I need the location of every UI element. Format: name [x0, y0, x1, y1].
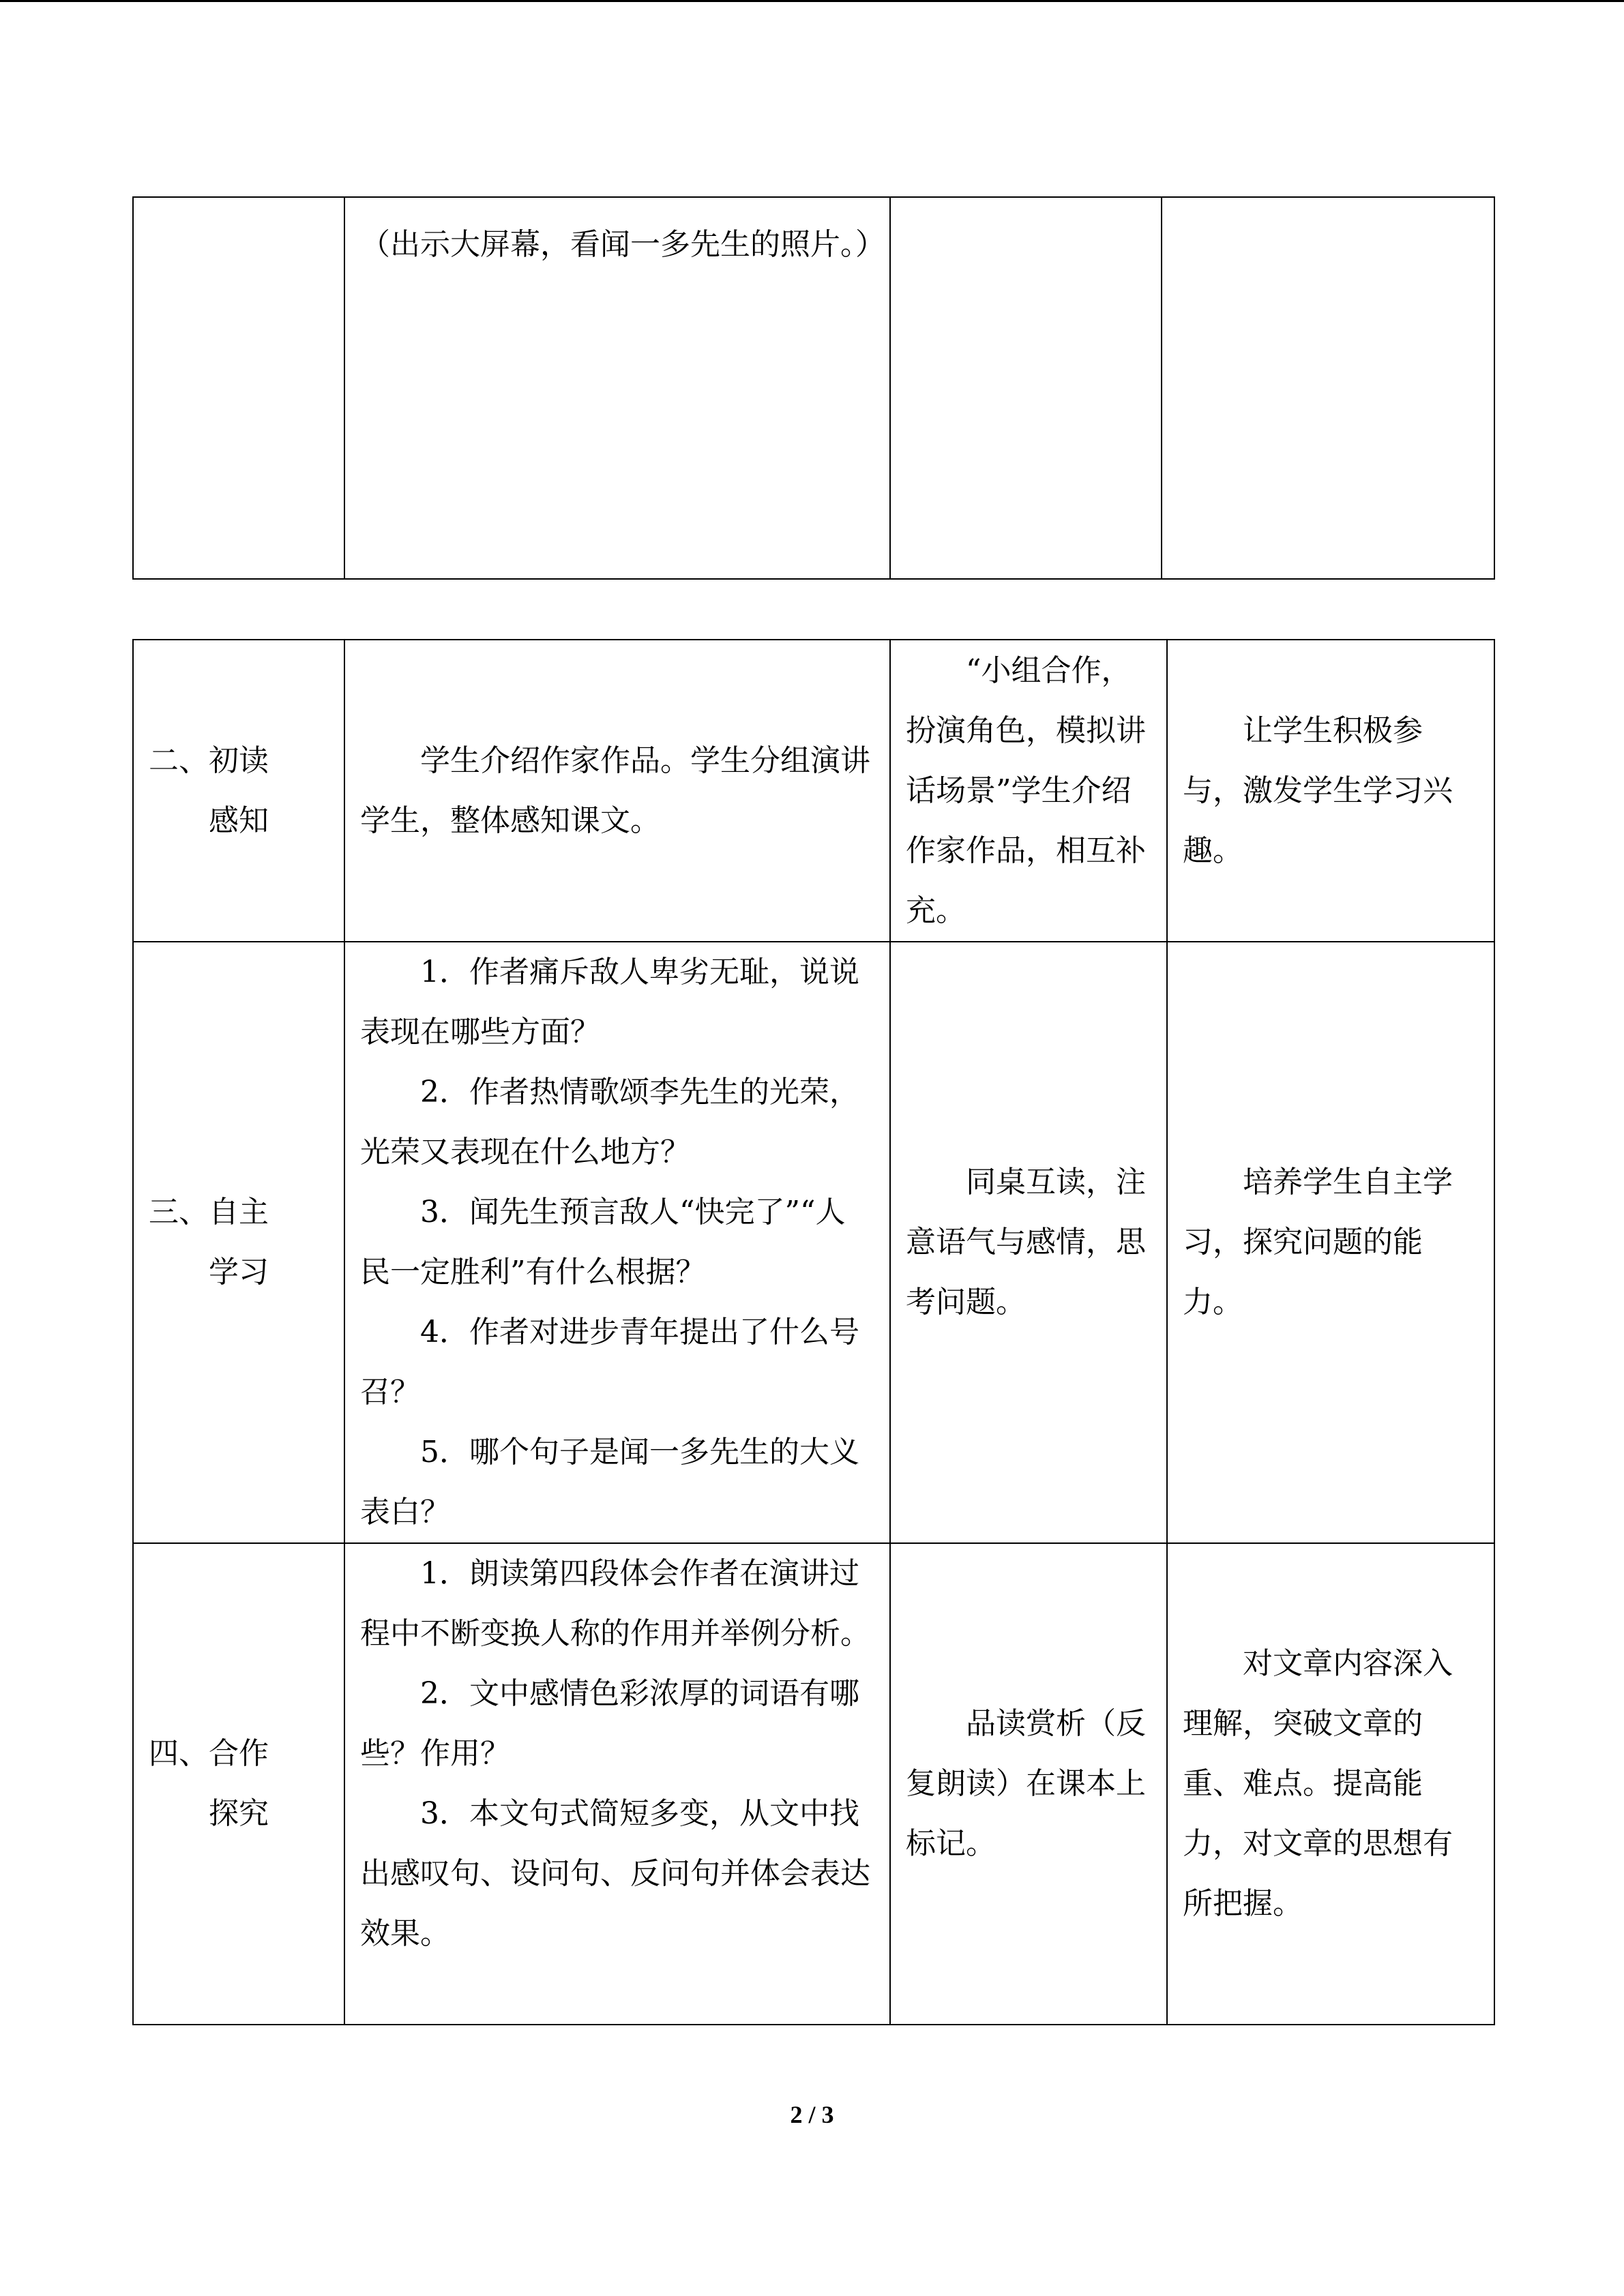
question-item: 4．作者对进步青年提出了什么号召？: [360, 1315, 859, 1410]
intent-cell: [1162, 197, 1494, 579]
table-row: [133, 640, 1494, 942]
stage-label-line2: 探究: [209, 1796, 269, 1831]
activity-cell: [890, 640, 1167, 942]
content-cell: （出示大屏幕，看闻一多先生的照片。）: [344, 197, 890, 579]
question-item: 1．朗读第四段体会作者在演讲过程中不断变换人称的作用并举例分析。: [360, 1556, 870, 1651]
activity-text: 同桌互读，注意语气与感情，思考问题。: [906, 1165, 1146, 1320]
question-item: 5．哪个句子是闻一多先生的大义表白？: [360, 1435, 859, 1530]
intent-cell: [1167, 640, 1494, 942]
page-number: 2 / 3: [790, 2101, 834, 2128]
activity-text: 品读赏析（反复朗读）在课本上标记。: [906, 1706, 1146, 1861]
question-item: 1．作者痛斥敌人卑劣无耻，说说表现在哪些方面？: [360, 955, 859, 1049]
question-item: 3．本文句式简短多变，从文中找出感叹句、设问句、反问句并体会表达效果。: [360, 1796, 870, 1951]
stage-cell: [133, 942, 344, 1543]
activity-text: “小组合作，扮演角色，模拟讲话场景”学生介绍作家作品，相互补充。: [906, 653, 1146, 928]
stage-label-line1: 三、自主: [149, 1195, 269, 1229]
stage-cell: [133, 1543, 344, 2025]
intent-cell: [1167, 942, 1494, 1543]
lesson-table-continued: [132, 196, 1495, 580]
table-row: [133, 197, 1494, 579]
top-border-line: [0, 0, 1624, 2]
intent-text: 对文章内容深入理解，突破文章的重、难点。提高能力，对文章的思想有所把握。: [1183, 1646, 1453, 1921]
content-paragraph: 学生介绍作家作品。学生分组演讲学生，整体感知课文。: [360, 743, 870, 838]
question-item: 3．闻先生预言敌人“快完了”“人民一定胜利”有什么根据？: [360, 1195, 846, 1289]
content-cell: [344, 1543, 890, 2025]
stage-label-line1: 二、初读: [149, 743, 269, 778]
table-row: [133, 942, 1494, 1543]
intent-cell: [1167, 1543, 1494, 2025]
intent-text: 培养学生自主学习，探究问题的能力。: [1183, 1165, 1453, 1320]
content-cell: [344, 942, 890, 1543]
question-item: 2．文中感情色彩浓厚的词语有哪些？作用？: [360, 1676, 859, 1771]
stage-label-line1: 四、合作: [149, 1736, 269, 1771]
activity-cell: [890, 197, 1162, 579]
content-cell: [344, 640, 890, 942]
table-row: [133, 1543, 1494, 2025]
activity-cell: [890, 1543, 1167, 2025]
stage-label-line2: 学习: [209, 1255, 269, 1289]
activity-cell: [890, 942, 1167, 1543]
stage-cell: [133, 197, 344, 579]
stage-label-line2: 感知: [209, 803, 269, 838]
stage-cell: [133, 640, 344, 942]
question-item: 2．作者热情歌颂李先生的光荣，光荣又表现在什么地方？: [360, 1075, 859, 1169]
intent-text: 让学生积极参与，激发学生学习兴趣。: [1183, 713, 1453, 868]
lesson-table: [132, 639, 1495, 2025]
